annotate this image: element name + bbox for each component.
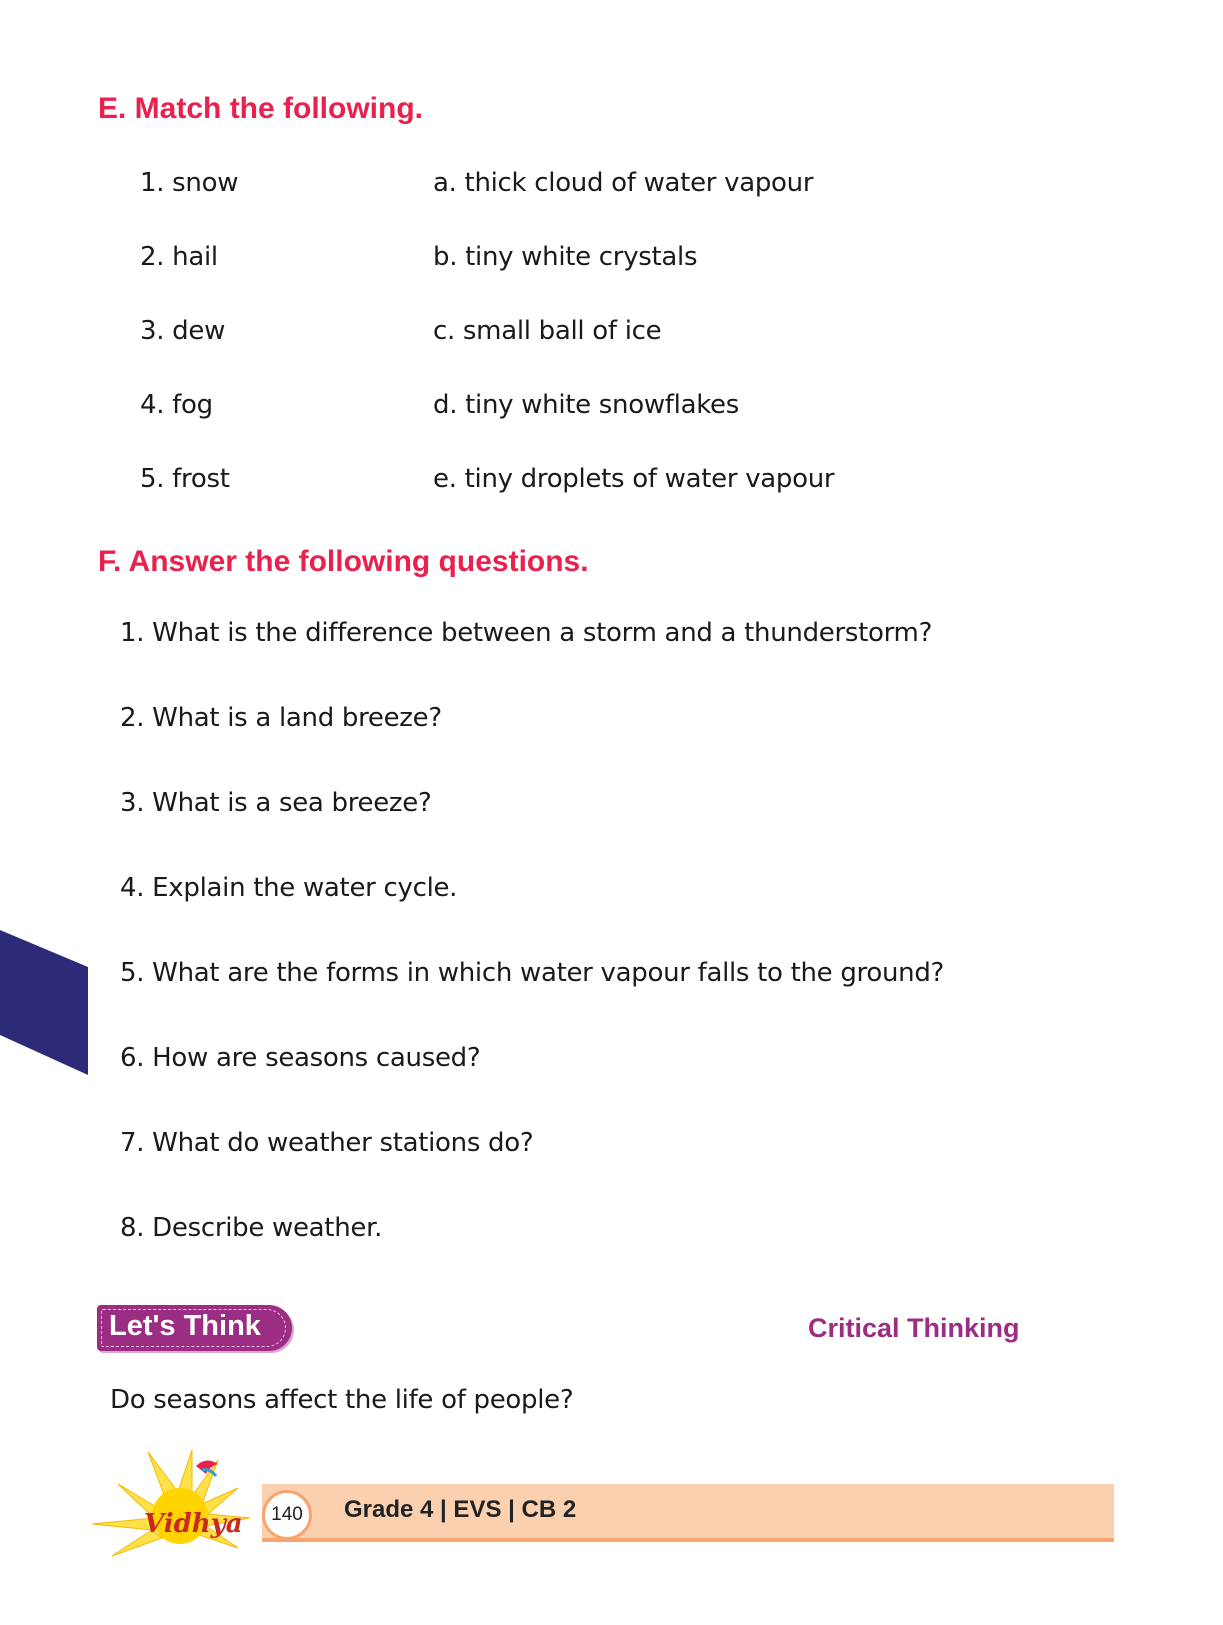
side-decoration-shape: [0, 930, 90, 1075]
question-item: 1. What is the difference between a storm and a thunderstorm?: [120, 618, 933, 648]
question-item: 2. What is a land breeze?: [120, 703, 442, 733]
logo-text: Vidhya: [144, 1509, 243, 1539]
section-e-heading: E. Match the following.: [98, 92, 423, 125]
match-left-item: 5. frost: [140, 464, 230, 494]
question-item: 3. What is a sea breeze?: [120, 788, 432, 818]
question-item: 6. How are seasons caused?: [120, 1043, 481, 1073]
match-left-item: 1. snow: [140, 168, 239, 198]
match-right-item: a. thick cloud of water vapour: [433, 168, 814, 198]
section-f-heading: F. Answer the following questions.: [98, 545, 589, 578]
lets-think-badge: [97, 1305, 292, 1351]
question-item: 8. Describe weather.: [120, 1213, 383, 1243]
lets-think-label: Let's Think: [109, 1310, 261, 1342]
match-right-item: c. small ball of ice: [433, 316, 662, 346]
question-item: 5. What are the forms in which water vapour falls to the ground?: [120, 958, 945, 988]
match-left-item: 4. fog: [140, 390, 213, 420]
match-right-item: b. tiny white crystals: [433, 242, 698, 272]
page-number: 140: [262, 1490, 312, 1540]
critical-thinking-tag: Critical Thinking: [808, 1313, 1020, 1343]
footer-title: Grade 4 | EVS | CB 2: [344, 1496, 577, 1523]
match-right-item: e. tiny droplets of water vapour: [433, 464, 835, 494]
question-item: 7. What do weather stations do?: [120, 1128, 534, 1158]
match-left-item: 2. hail: [140, 242, 218, 272]
match-left-item: 3. dew: [140, 316, 226, 346]
match-right-item: d. tiny white snowflakes: [433, 390, 739, 420]
question-item: 4. Explain the water cycle.: [120, 873, 458, 903]
sun-bird-logo-icon: [88, 1448, 258, 1558]
think-question: Do seasons affect the life of people?: [110, 1385, 574, 1415]
